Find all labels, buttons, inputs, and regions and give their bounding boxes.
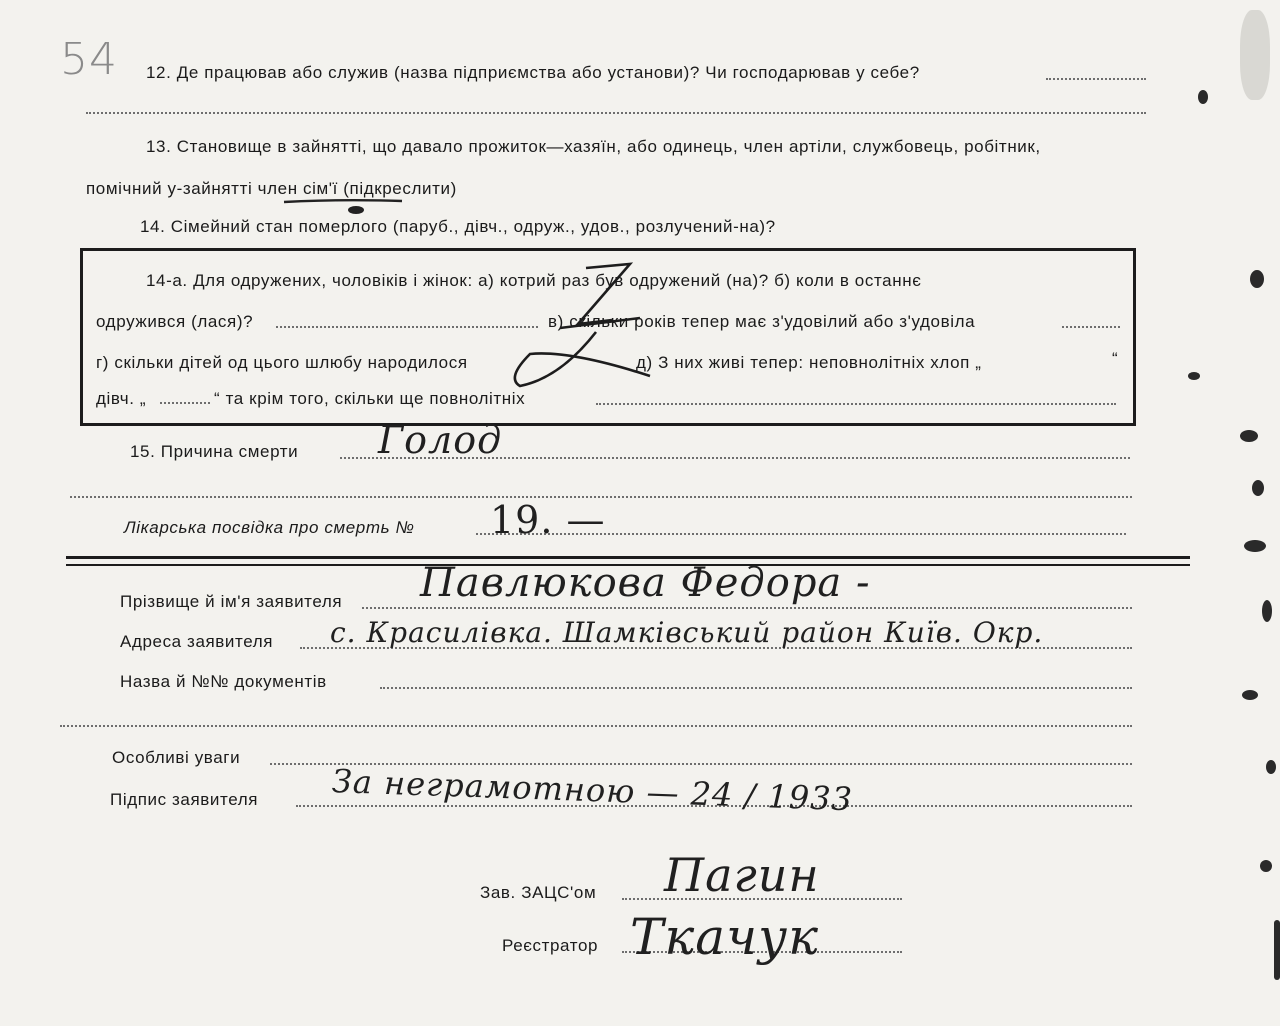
- strike-mark: [500, 258, 660, 398]
- underline-mark: [280, 196, 410, 218]
- question-14a-line4b: “ та крім того, скільки ще повнолітніх: [214, 389, 526, 408]
- applicant-address-label: Адреса заявителя: [120, 632, 274, 651]
- signature-label: Підпис заявителя: [110, 790, 259, 809]
- separator-rule: [66, 556, 1190, 559]
- question-14a-line3c: “: [1112, 349, 1119, 368]
- margin-number: 54: [60, 34, 118, 85]
- question-14a-line3b: д) З них живі тепер: неповнолітніх хлоп „: [636, 353, 982, 372]
- answer-line-applicant-name: [362, 607, 1132, 609]
- remarks-label: Особливі уваги: [112, 748, 241, 767]
- applicant-signature: За неграмотною — 24 / 1933: [331, 762, 854, 819]
- question-12: 12. Де працював або служив (назва підприємства або установи)? Чи господарював у себе?: [146, 63, 920, 82]
- answer-line-12b: [86, 112, 1146, 114]
- question-14a-line4a: дівч. „: [96, 389, 147, 408]
- applicant-address: с. Красилівка. Шамківський район Київ. Окр.: [330, 616, 1044, 649]
- question-13-line2: помічний у-зайнятті член сім'ї (підкреслити): [86, 179, 457, 198]
- answer-line-14a-adults: [596, 403, 1116, 405]
- registrar-label: Реєстратор: [502, 936, 599, 955]
- head-label: Зав. ЗАЦС'ом: [480, 883, 597, 902]
- question-15: 15. Причина смерти: [130, 442, 299, 461]
- answer-line-documents-b: [60, 725, 1132, 727]
- question-13-line1: 13. Становище в зайнятті, що давало прожиток—хазяїн, або одинець, член артіли, службовець, робітник,: [146, 137, 1041, 156]
- answer-line-14a-years: [1062, 326, 1120, 328]
- registrar-signature: Ткачук: [630, 908, 819, 966]
- certificate-label: Лікарська посвідка про смерть №: [124, 518, 415, 537]
- question-14a-line2b: в) скільки років тепер має з'удовілий або з'удовіла: [548, 312, 976, 331]
- damaged-edge: [1180, 0, 1280, 1026]
- question-14: 14. Сімейний стан померлого (паруб., дівч., одруж., удов., розлучений-на)?: [140, 217, 776, 236]
- question-14a-line1: 14-а. Для одружених, чоловіків і жінок: а) котрий раз був одружений (на)? б) коли в останнє: [146, 271, 922, 290]
- question-14a-line2a: одружився (лася)?: [96, 312, 254, 331]
- answer-line-14a-girls: [160, 402, 210, 404]
- documents-label: Назва й №№ документів: [120, 672, 327, 691]
- question-14a-line3a: г) скільки дітей од цього шлюбу народилося: [96, 353, 468, 372]
- answer-line-documents: [380, 687, 1132, 689]
- certificate-number: 19. —: [490, 498, 606, 542]
- answer-line-14a-married: [276, 326, 538, 328]
- applicant-name: Павлюкова Федора -: [420, 560, 871, 606]
- applicant-name-label: Прізвище й ім'я заявителя: [120, 592, 343, 611]
- head-signature: Пагин: [664, 848, 820, 902]
- cause-of-death: Голод: [378, 418, 503, 462]
- answer-line-12: [1046, 78, 1146, 80]
